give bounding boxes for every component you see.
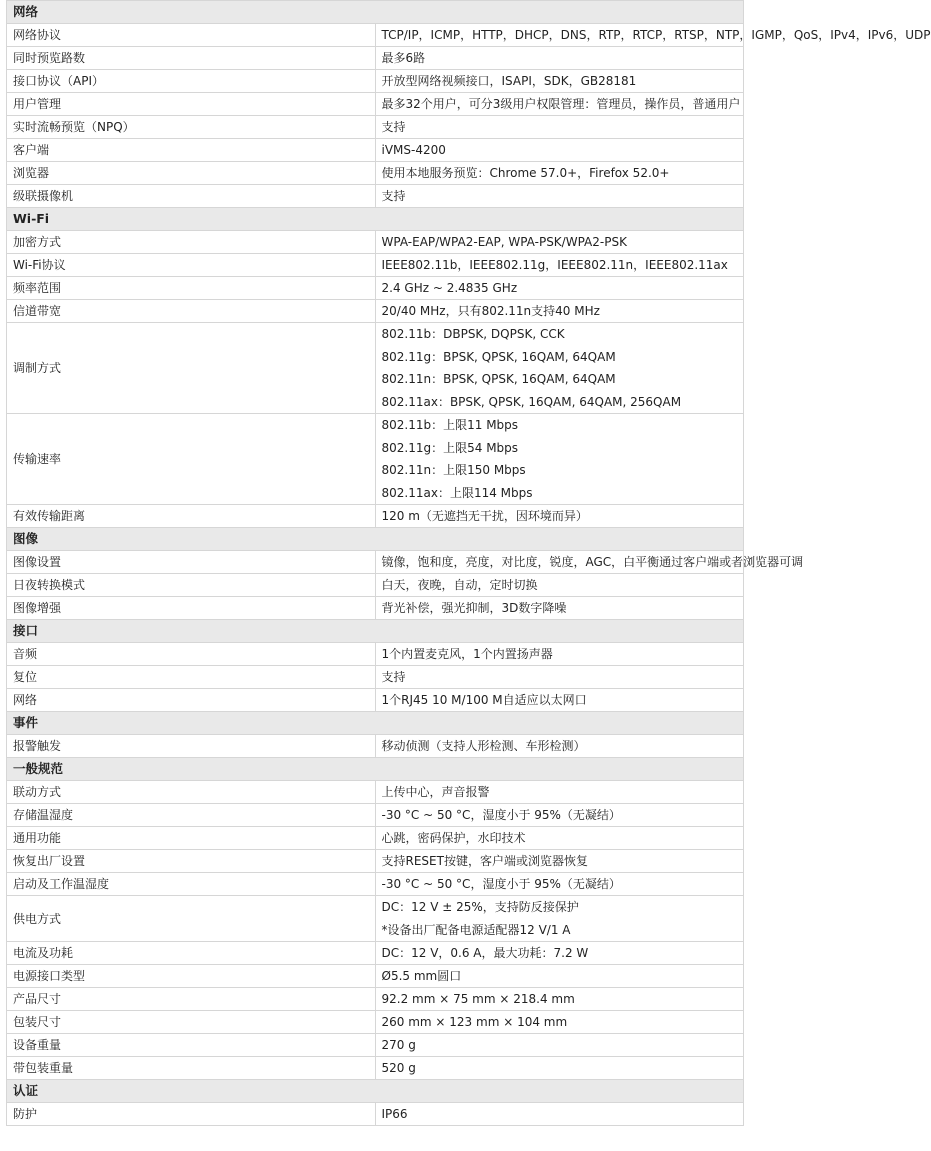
spec-row [7,850,744,873]
spec-row [7,827,744,850]
spec-label: 启动及工作温湿度 [7,873,376,896]
spec-value [375,942,744,965]
spec-value-line: 802.11g：上限54 Mbps [381,440,519,455]
spec-value [375,804,744,827]
spec-label: 有效传输距离 [7,505,376,528]
spec-label: 日夜转换模式 [7,574,376,597]
spec-label: 电流及功耗 [7,942,376,965]
spec-value-line: 背光补偿，强光抑制，3D数字降噪 [381,601,567,615]
spec-value [375,896,744,942]
section-title: 网络 [7,1,744,24]
spec-value [375,47,744,70]
section-header [7,620,744,643]
spec-row [7,231,744,254]
spec-value-line: TCP/IP，ICMP，HTTP，DHCP，DNS，RTP，RTCP，RTSP，NTP，IGMP，QoS，IPv4，IPv6，UDP [381,28,931,42]
spec-label: 信道带宽 [7,300,376,323]
spec-value [375,781,744,804]
spec-value [375,93,744,116]
spec-table-body [7,1,931,1126]
spec-value-line: 92.2 mm × 75 mm × 218.4 mm [381,992,575,1006]
section-header [7,712,744,735]
spec-value [375,965,744,988]
spec-value-line: 802.11g：BPSK, QPSK, 16QAM, 64QAM [381,349,616,364]
spec-value-line: DC：12 V ± 25%，支持防反接保护 [381,900,579,914]
spec-value [375,24,931,47]
spec-row [7,1103,744,1126]
spec-label: 实时流畅预览（NPQ） [7,116,376,139]
spec-value-line: 120 m（无遮挡无干扰，因环境而异） [381,509,588,523]
spec-label: 包装尺寸 [7,1011,376,1034]
spec-row [7,116,744,139]
spec-value-line: 上传中心，声音报警 [381,785,490,799]
spec-value [375,1103,744,1126]
spec-value [375,1057,744,1080]
spec-value-line: IP66 [381,1107,408,1121]
spec-label: 接口协议（API） [7,70,376,93]
spec-row [7,277,744,300]
spec-value [375,873,744,896]
spec-value-line: -30 °C ~ 50 °C，湿度小于 95%（无凝结） [381,877,621,891]
spec-value-line: 最多32个用户，可分3级用户权限管理：管理员，操作员，普通用户 [381,97,741,111]
spec-value [375,185,744,208]
spec-value-line: 白天，夜晚，自动，定时切换 [381,578,538,592]
spec-value [375,597,744,620]
spec-value-line: 支持 [381,670,406,684]
spec-value-line: 支持RESET按键，客户端或浏览器恢复 [381,854,588,868]
spec-value [375,323,744,414]
spec-value [375,1011,744,1034]
spec-row [7,873,744,896]
spec-table [6,0,931,1126]
spec-value [375,505,744,528]
spec-value [375,850,744,873]
section-title: 图像 [7,528,744,551]
spec-label: 用户管理 [7,93,376,116]
spec-value-line: Ø5.5 mm圆口 [381,969,462,983]
spec-row [7,1011,744,1034]
spec-row [7,643,744,666]
spec-label: 同时预览路数 [7,47,376,70]
spec-value [375,988,744,1011]
spec-value [375,666,744,689]
spec-value-line: 移动侦测（支持人形检测、车形检测） [381,739,586,753]
spec-row [7,597,744,620]
spec-label: 复位 [7,666,376,689]
spec-value-line: DC：12 V，0.6 A，最大功耗：7.2 W [381,946,589,960]
spec-row [7,254,744,277]
spec-row [7,988,744,1011]
spec-value [375,116,744,139]
spec-row [7,551,744,574]
section-header [7,208,744,231]
spec-row [7,24,744,47]
spec-value [375,689,744,712]
spec-row [7,323,744,414]
spec-value-line: 支持 [381,189,406,203]
spec-value [375,300,744,323]
spec-row [7,965,744,988]
spec-label: 级联摄像机 [7,185,376,208]
spec-value-line: 802.11n：上限150 Mbps [381,463,526,477]
spec-value [375,643,744,666]
spec-label: 频率范围 [7,277,376,300]
section-header [7,758,744,781]
spec-value [375,414,744,505]
spec-value-line: 802.11ax：上限114 Mbps [381,485,533,500]
section-header [7,1,744,24]
spec-value-line: 802.11n：BPSK, QPSK, 16QAM, 64QAM [381,372,616,386]
spec-row [7,804,744,827]
spec-row [7,93,744,116]
spec-value-line: 支持 [381,120,406,134]
section-header [7,1080,744,1103]
spec-row [7,300,744,323]
spec-value-line: 260 mm × 123 mm × 104 mm [381,1015,568,1029]
spec-label: 客户端 [7,139,376,162]
spec-row [7,1057,744,1080]
section-title: 事件 [7,712,744,735]
spec-label: 图像设置 [7,551,376,574]
spec-row [7,689,744,712]
spec-value-line: 520 g [381,1061,416,1075]
section-title: Wi-Fi [7,208,744,231]
spec-value [375,231,744,254]
section-title: 一般规范 [7,758,744,781]
spec-value-line: iVMS-4200 [381,143,446,157]
spec-value-line: WPA-EAP/WPA2-EAP, WPA-PSK/WPA2-PSK [381,235,627,249]
spec-label: 存储温湿度 [7,804,376,827]
spec-label: 传输速率 [7,414,376,505]
spec-label: 图像增强 [7,597,376,620]
spec-value-line: 1个RJ45 10 M/100 M自适应以太网口 [381,693,587,707]
section-title: 认证 [7,1080,744,1103]
section-title: 接口 [7,620,744,643]
spec-value-line: 最多6路 [381,51,426,65]
spec-row [7,896,744,942]
section-header [7,528,744,551]
spec-label: 网络协议 [7,24,376,47]
spec-row [7,942,744,965]
spec-value-line: 心跳，密码保护，水印技术 [381,831,526,845]
spec-value-line: IEEE802.11b，IEEE802.11g，IEEE802.11n，IEEE802.11ax [381,258,728,272]
spec-value [375,139,744,162]
spec-label: 报警触发 [7,735,376,758]
spec-value-line: -30 °C ~ 50 °C，湿度小于 95%（无凝结） [381,808,621,822]
spec-row [7,185,744,208]
spec-row [7,70,744,93]
spec-label: 通用功能 [7,827,376,850]
spec-label: 联动方式 [7,781,376,804]
spec-value-line: 20/40 MHz，只有802.11n支持40 MHz [381,304,600,318]
spec-value [375,827,744,850]
spec-value-line: 2.4 GHz ~ 2.4835 GHz [381,281,518,295]
spec-row [7,781,744,804]
spec-value-line: 镜像，饱和度，亮度，对比度，锐度，AGC，白平衡通过客户端或者浏览器可调 [381,555,804,569]
spec-value [375,277,744,300]
spec-value [375,574,744,597]
spec-row [7,139,744,162]
spec-value-line: 802.11b：DBPSK, DQPSK, CCK [381,327,565,341]
spec-value [375,551,804,574]
spec-value-line: 开放型网络视频接口，ISAPI，SDK，GB28181 [381,74,637,88]
spec-label: 供电方式 [7,896,376,942]
spec-label: 防护 [7,1103,376,1126]
spec-row [7,666,744,689]
spec-row [7,47,744,70]
spec-label: 产品尺寸 [7,988,376,1011]
spec-label: 网络 [7,689,376,712]
spec-label: 浏览器 [7,162,376,185]
spec-value-line: 270 g [381,1038,416,1052]
spec-label: 音频 [7,643,376,666]
spec-row [7,505,744,528]
spec-value-line: 1个内置麦克风，1个内置扬声器 [381,647,553,661]
spec-row [7,574,744,597]
spec-label: 恢复出厂设置 [7,850,376,873]
spec-row [7,414,744,505]
spec-row [7,735,744,758]
spec-value [375,735,744,758]
spec-value-line: 使用本地服务预览：Chrome 57.0+，Firefox 52.0+ [381,166,670,180]
spec-value-line: 802.11b：上限11 Mbps [381,418,519,432]
spec-value [375,70,744,93]
spec-label: Wi-Fi协议 [7,254,376,277]
spec-value [375,162,744,185]
spec-label: 电源接口类型 [7,965,376,988]
spec-row [7,162,744,185]
spec-label: 加密方式 [7,231,376,254]
spec-value [375,254,744,277]
spec-row [7,1034,744,1057]
spec-value-line: *设备出厂配备电源适配器12 V/1 A [381,922,571,937]
spec-label: 设备重量 [7,1034,376,1057]
spec-value [375,1034,744,1057]
spec-value-line: 802.11ax：BPSK, QPSK, 16QAM, 64QAM, 256QAM [381,394,682,409]
spec-label: 调制方式 [7,323,376,414]
spec-label: 带包装重量 [7,1057,376,1080]
